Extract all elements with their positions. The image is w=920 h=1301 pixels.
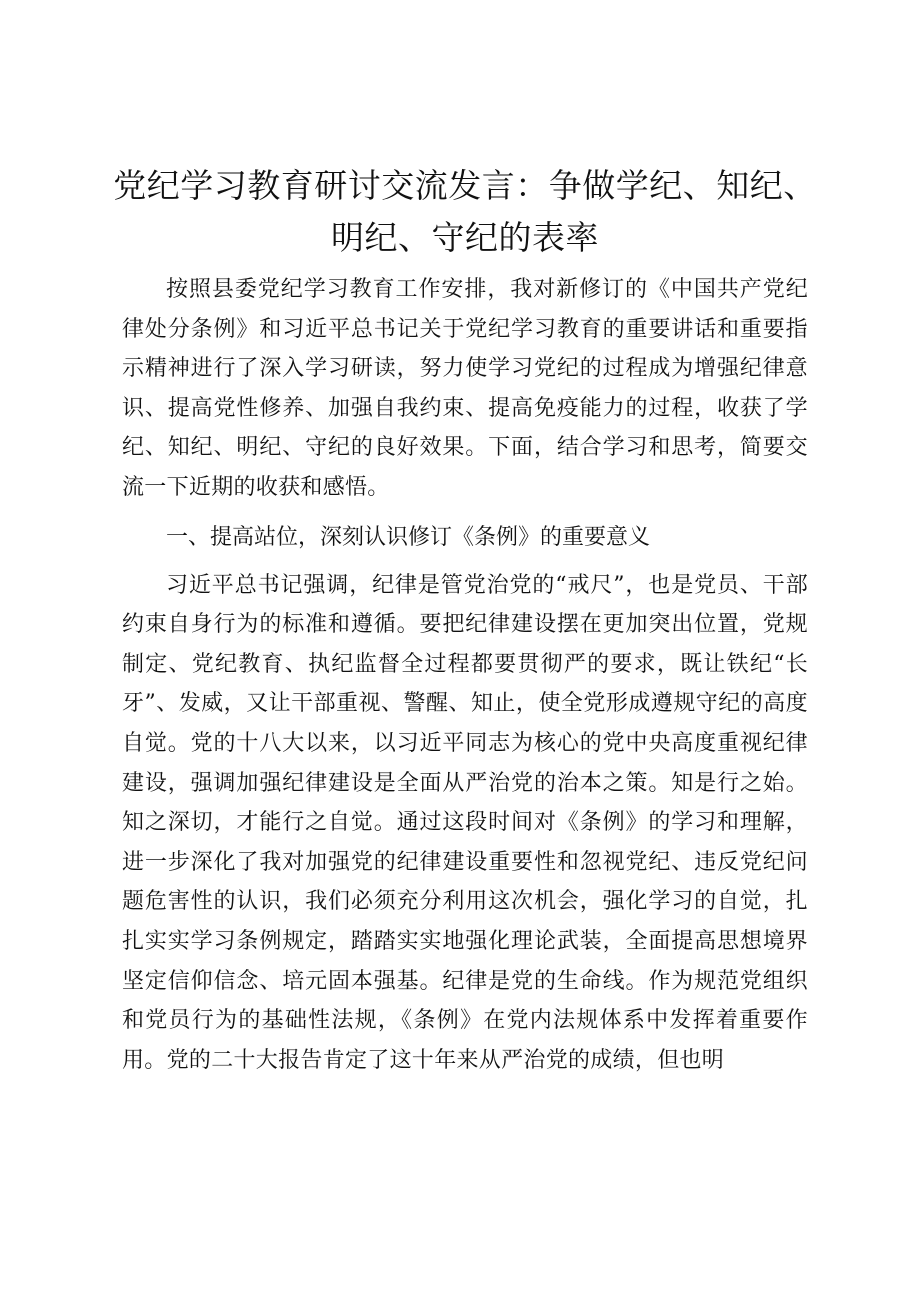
section-1-heading: 一、提高站位，深刻认识修订《条例》的重要意义 [166,524,651,550]
section-1-paragraph: 习近平总书记强调，纪律是管党治党的“戒尺”，也是党员、干部约束自身行为的标准和遵循。要把纪律建设摆在更加突出位置，党规制定、党纪教育、执纪监督全过程都要贯彻严的要求，既让铁纪“长牙”、发威，又让干部重视、警醒、知止，使全党形成遵规守纪的高度自觉。党的十八大以来，以习近平同志为核心的党中央高度重视纪律建设，强调加强纪律建设是全面从严治党的治本之策。知是行之始。知之深切，才能行之自觉。通过这段时间对《条例》的学习和理解，进一步深化了我对加强党的纪律建设重要性和忽视党纪、违反党纪问题危害性的认识，我们必须充分利用这次机会，强化学习的自觉，扎扎实实学习条例规定，踏踏实实地强化理论武装，全面提高思想境界坚定信仰信念、培元固本强基。纪律是党的生命线。作为规范党组织和党员行为的基础性法规，《条例》在党内法规体系中发挥着重要作用。党的二十大报告肯定了这十年来从严治党的成绩，但也明 [122,572,808,1073]
document-page [113,160,817,1080]
document-title: 党纪学习教育研讨交流发言：争做学纪、知纪、明纪、守纪的表率 [113,166,817,257]
intro-paragraph: 按照县委党纪学习教育工作安排，我对新修订的《中国共产党纪律处分条例》和习近平总书记关于党纪学习教育的重要讲话和重要指示精神进行了深入学习研读，努力使学习党纪的过程成为增强纪律意识、提高党性修养、加强自我约束、提高免疫能力的过程，收获了学纪、知纪、明纪、守纪的良好效果。下面，结合学习和思考，简要交流一下近期的收获和感悟。 [122,277,808,500]
